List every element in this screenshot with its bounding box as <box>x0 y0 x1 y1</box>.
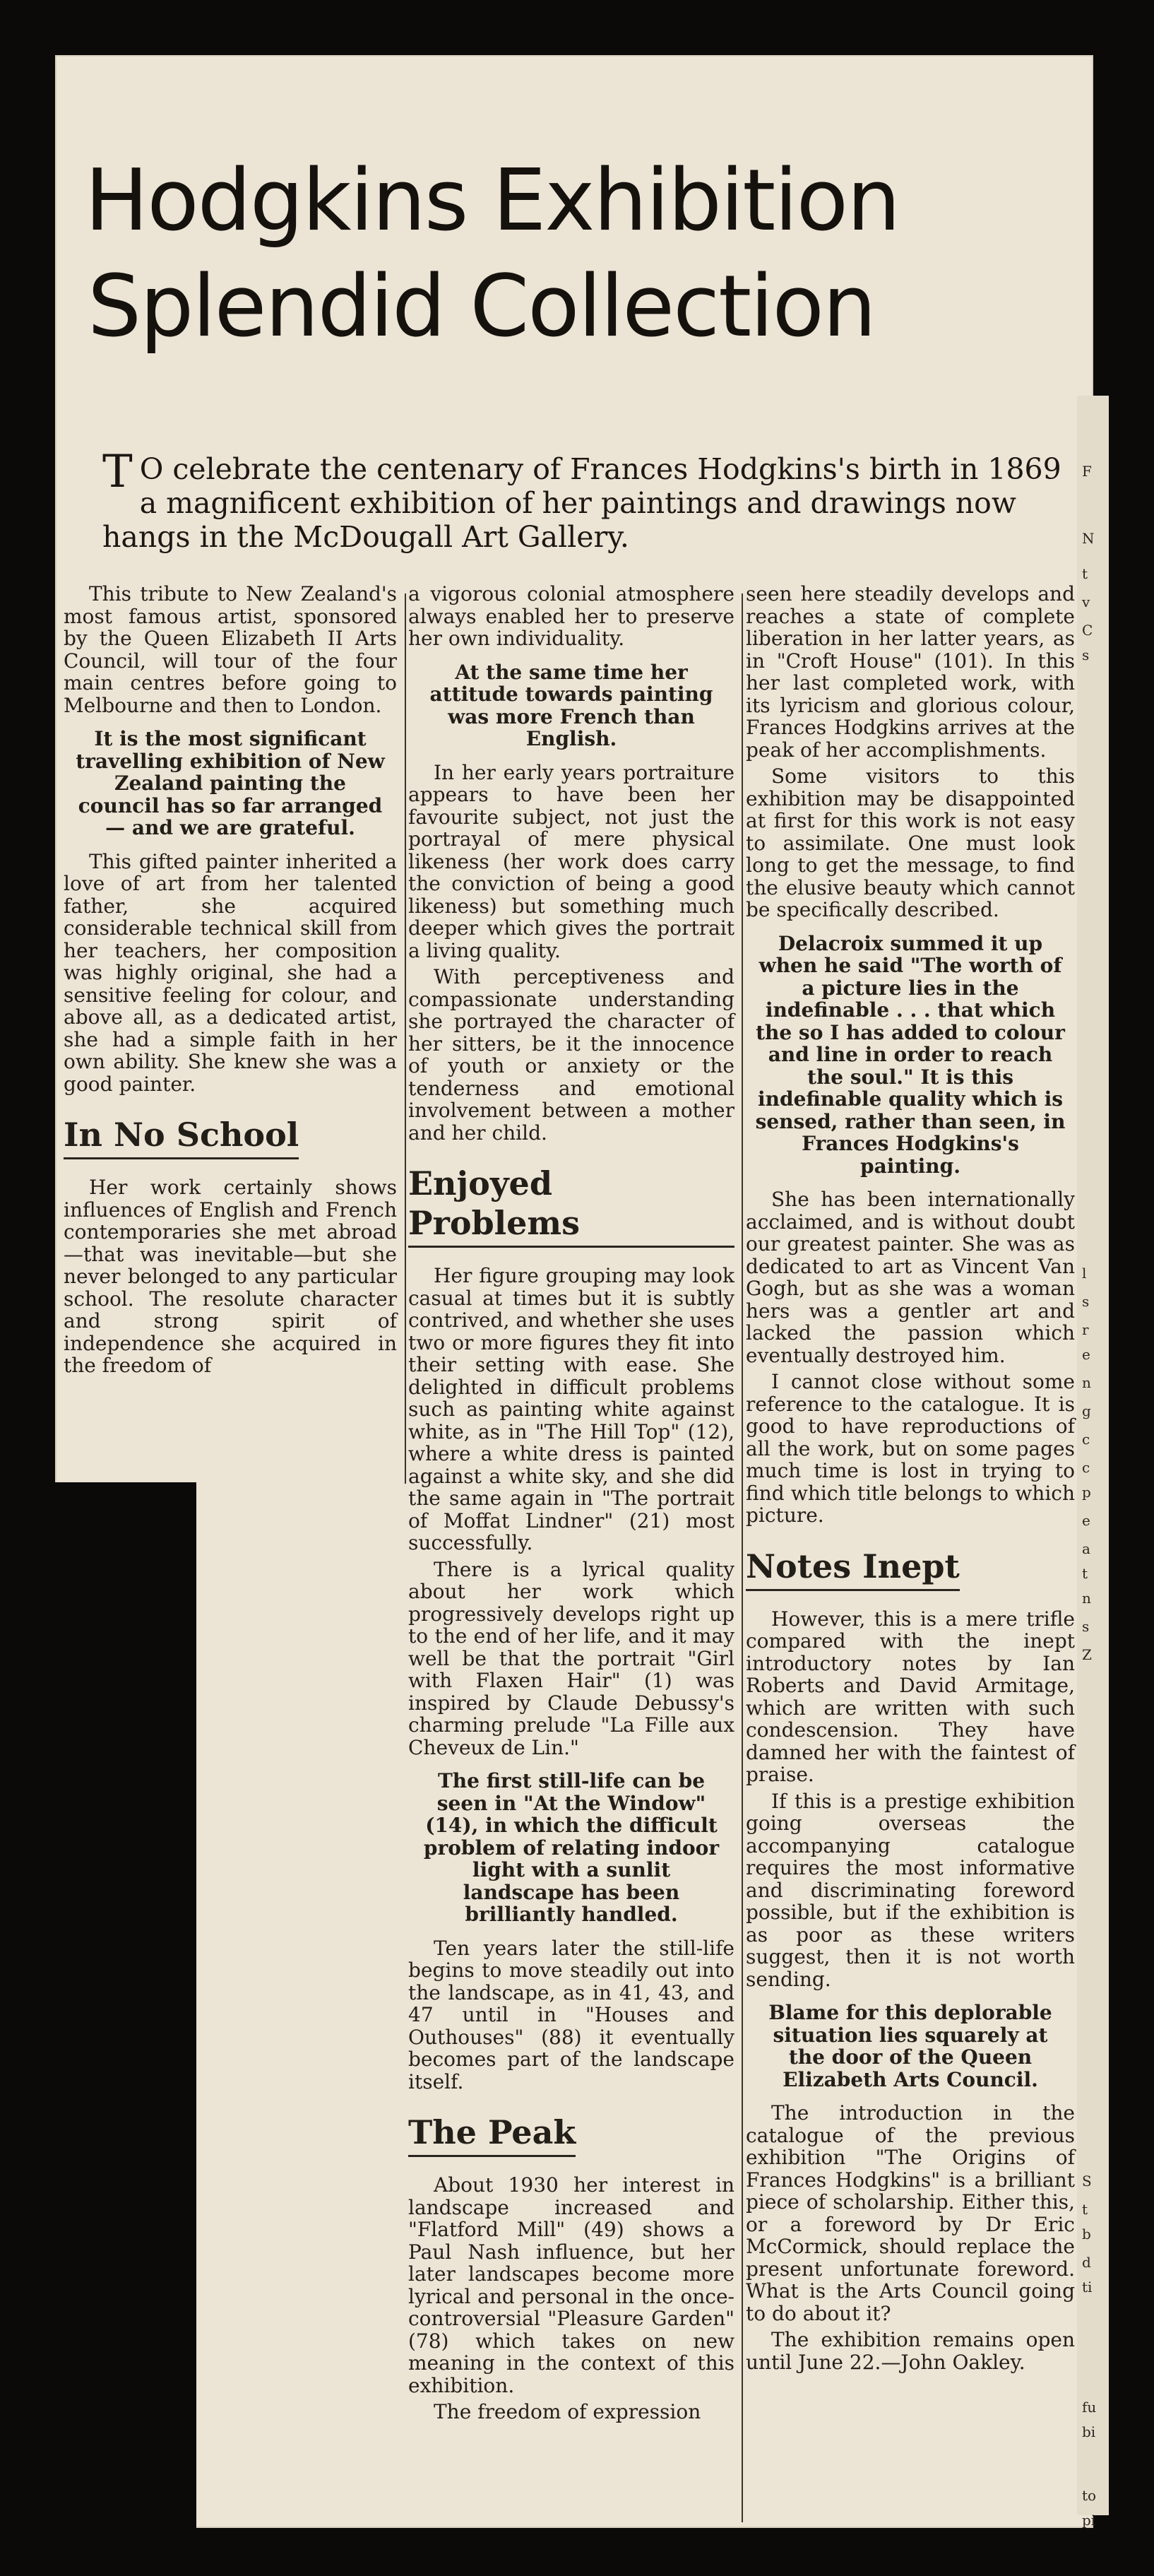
drop-cap: T <box>102 446 133 498</box>
col3-paragraph: I cannot close without some reference to the catalogue. It is good to have reproductions of all the work, but on some pages much time is lost in trying to find which title belongs to which picture. <box>746 1370 1075 1527</box>
column-3 <box>746 583 1075 2377</box>
adjacent-column-letter: e <box>1082 1346 1090 1363</box>
subheading-enjoyed-problems: Enjoyed Problems <box>408 1164 734 1248</box>
adjacent-column-letter: n <box>1082 1374 1091 1391</box>
headline-line-2: Splendid Collection <box>88 258 875 356</box>
adjacent-column-letter: F <box>1082 463 1092 480</box>
adjacent-column-letter: r <box>1082 1321 1089 1338</box>
col2-paragraph: Her figure grouping may look casual at times but it is subtly contrived, and whether she uses two or more figures they fit into their setting with ease. She delighted in difficult problems such as painting white against white, as in "The Hill Top" (12), where a white dress is painted against a white sky, and she did the same again in "The portrait of Moffat Lindner" (21) most successfully. <box>408 1264 734 1554</box>
col3-paragraph: The exhibition remains open until June 22.—John Oakley. <box>746 2328 1075 2374</box>
col3-paragraph: The introduction in the catalogue of the previous exhibition "The Origins of Frances Hodgkins" is a brilliant piece of scholarship. Either this, or a foreword by Dr Eric McCormick, should replace the present unfortunate foreword. What is the Arts Council going to do about it? <box>746 2101 1075 2325</box>
col2-paragraph: In her early years portraiture appears to have been her favourite subject, not just the portrayal of mere physical likeness (her work does carry the conviction of being a good likeness) but something much deeper which gives the portrait a living quality. <box>408 760 734 962</box>
lead-paragraph <box>102 446 1070 554</box>
col2-paragraph: Ten years later the still-life begins to move steadily out into the landscape, as in 41, 43, and 47 until in "Houses and Outhouses" (88) it eventually becomes part of the landscape itself. <box>408 1936 734 2093</box>
col3-paragraph: She has been internationally acclaimed, and is without doubt our greatest painter. She was as dedicated to art as Vincent Van Gogh, but as she was a woman hers was a gentler art and lacked the passion which eventually destroyed him. <box>746 1188 1075 1367</box>
col1-paragraph: This tribute to New Zealand's most famous artist, sponsored by the Queen Elizabeth II Arts Council, will tour of the four main centres before going to Melbourne and then to London. <box>64 582 397 717</box>
headline <box>85 148 1088 360</box>
col3-paragraph: If this is a prestige exhibition going overseas the accompanying catalogue requires the most informative and discriminating foreword possible, but if the exhibition is as poor as these writers suggest, then it is not worth sending. <box>746 1789 1075 1991</box>
col2-paragraph: The freedom of expression <box>434 2400 701 2423</box>
adjacent-column-letter: t <box>1082 2201 1088 2218</box>
col1-paragraph: Her work certainly shows influences of English and French contemporaries she met abroad—that was inevitable—but she never belonged to any particular school. The resolute character and strong spirit of independence she acquired in the freedom of <box>64 1176 397 1377</box>
col1-paragraph: This gifted painter inherited a love of art from her talented father, she acquired considerable technical skill from her teachers, her composition was highly original, she had a sensitive feeling for colour, and above all, as a dedicated artist, she had a simple faith in her own ability. She knew she was a good painter. <box>64 849 397 1096</box>
adjacent-column-letter: N <box>1082 530 1095 547</box>
adjacent-column-letter: s <box>1082 1618 1090 1635</box>
col2-paragraph: a vigorous colonial atmosphere always enabled her to preserve her own individuality. <box>408 582 734 650</box>
headline-line-1: Hodgkins Exhibition <box>85 152 900 250</box>
adjacent-column-letter: v <box>1082 593 1090 610</box>
adjacent-column-letter: e <box>1082 1512 1090 1529</box>
col3-bold-paragraph: Blame for this deplorable situation lies squarely at the door of the Queen Elizabeth Arts Council. <box>768 2001 1052 2091</box>
adjacent-column-letter: S <box>1082 2173 1092 2190</box>
col3-paragraph: seen here steadily develops and reaches a state of complete liberation in her latter years, as in "Croft House" (101). In this her last completed work, with its lyricism and glorious colour, Frances Hodgkins arrives at the peak of her accomplishments. <box>746 582 1075 762</box>
subheading-the-peak: The Peak <box>408 2113 576 2157</box>
column-2 <box>408 583 734 2428</box>
col3-paragraph: However, this is a mere trifle compared with the inept introductory notes by Ian Roberts and David Armitage, which are written with such condescension. They have damned her with the faintest of praise. <box>746 1607 1075 1786</box>
adjacent-column-letter: Z <box>1082 1646 1092 1663</box>
adjacent-column-letter: a <box>1082 1540 1090 1557</box>
col3-paragraph: Some visitors to this exhibition may be disappointed at first for this work is not easy to assimilate. One must look long to get the message, to find the elusive beauty which cannot be specifically described. <box>746 764 1075 921</box>
adjacent-column-letter: l <box>1082 1265 1087 1282</box>
lead-text: O celebrate the centenary of Frances Hodgkins's birth in 1869 a magnificent exhibition of her paintings and drawings now hangs in the McDougall Art Gallery. <box>102 452 1061 554</box>
adjacent-column-letter: n <box>1082 1590 1091 1607</box>
adjacent-column-letter: d <box>1082 2254 1091 2271</box>
adjacent-column-letter: c <box>1082 1431 1090 1448</box>
adjacent-column-strip <box>1077 396 1109 2515</box>
subheading-in-no-school: In No School <box>64 1115 299 1159</box>
col3-bold-paragraph: Delacroix summed it up when he said "The worth of a picture lies in the indefinable . . . that which the so I has added to colour and line in order to reach the soul." It is this indefinable quality which is sensed, rather than seen, in Frances Hodgkins's painting. <box>755 931 1066 1178</box>
adjacent-column-letter: pi <box>1082 2512 1096 2529</box>
adjacent-column-letter: p <box>1082 1484 1091 1501</box>
adjacent-column-letter: to <box>1082 2487 1097 2504</box>
column-rule-2 <box>742 593 743 2522</box>
adjacent-column-letter: g <box>1082 1402 1091 1419</box>
column-1 <box>64 583 397 1381</box>
subheading-notes-inept: Notes Inept <box>746 1547 960 1591</box>
col2-paragraph: There is a lyrical quality about her work which progressively develops right up to the end of her life, and it may well be that the portrait "Girl with Flaxen Hair" (1) was inspired by Claude Debussy's charming prelude "La Fille aux Cheveux de Lin." <box>408 1557 734 1759</box>
adjacent-column-letter: fu <box>1082 2399 1097 2416</box>
col2-paragraph: About 1930 her interest in landscape increased and "Flatford Mill" (49) shows a Paul Nash influence, but her later landscapes become more lyrical and personal in the once-controversial "Pleasure Garden" (78) which takes on new meaning in the context of this exhibition. <box>408 2173 734 2397</box>
col2-bold-paragraph: At the same time her attitude towards painting was more French than English. <box>429 660 713 750</box>
col2-bold-paragraph: The first still-life can be seen in "At the Window" (14), in which the difficult problem of relating indoor light with a sunlit landscape has been brilliantly handled. <box>423 1769 720 1926</box>
adjacent-column-letter: c <box>1082 1459 1090 1476</box>
adjacent-column-letter: bi <box>1082 2423 1096 2440</box>
adjacent-column-letter: s <box>1082 1293 1090 1310</box>
adjacent-column-letter: b <box>1082 2226 1091 2243</box>
adjacent-column-letter: ti <box>1082 2279 1093 2296</box>
adjacent-column-letter: t <box>1082 1565 1088 1582</box>
adjacent-column-letter: t <box>1082 565 1088 582</box>
col2-paragraph: With perceptiveness and compassionate understanding she portrayed the character of her sitters, be it the innocence of youth or anxiety or the tenderness and emotional involvement between a mother and her child. <box>408 965 734 1145</box>
adjacent-column-letter: C <box>1082 622 1093 639</box>
adjacent-column-letter: s <box>1082 646 1090 663</box>
col1-bold-paragraph: It is the most significant travelling exhibition of New Zealand painting the council has so far arranged — and we are grateful. <box>76 727 385 839</box>
column-rule-1 <box>405 593 406 1484</box>
